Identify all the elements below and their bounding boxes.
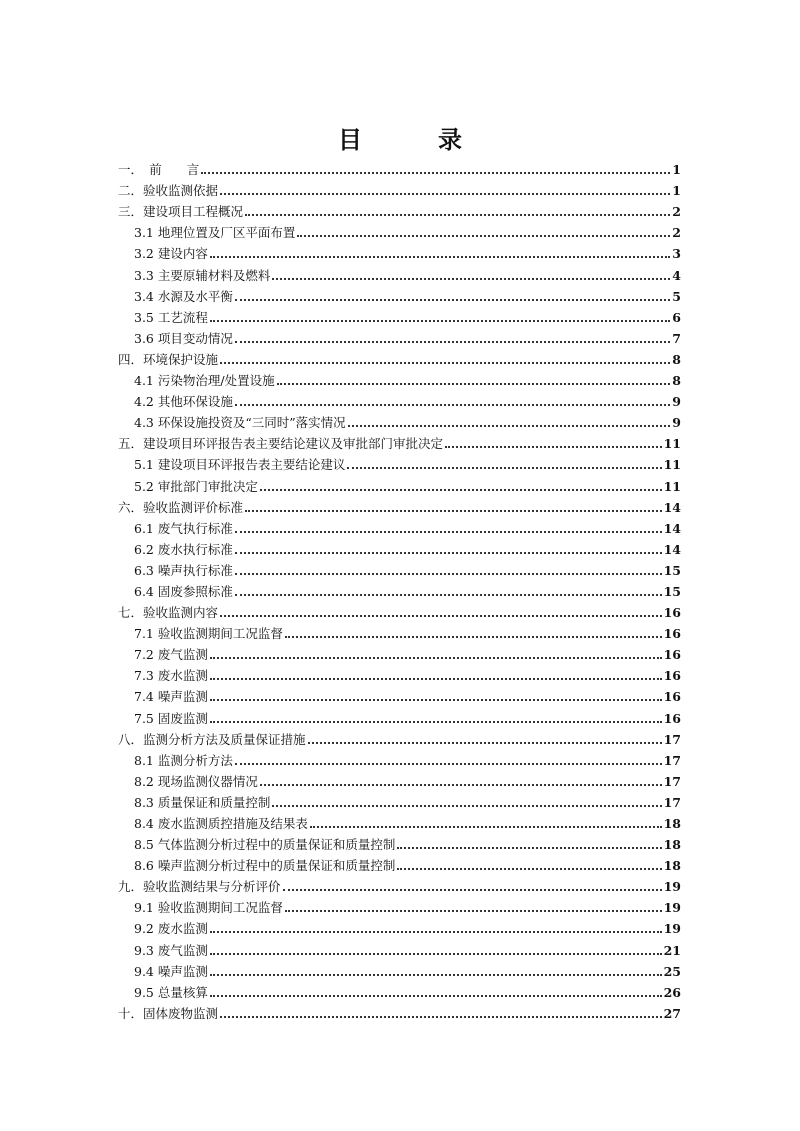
toc-entry-page-number: 19 <box>663 879 681 895</box>
toc-entry-label: 8.6 噪声监测分析过程中的质量保证和质量控制 <box>134 858 396 874</box>
toc-entry[interactable] <box>118 199 681 220</box>
toc-entry-page-number: 19 <box>663 900 681 916</box>
toc-entry[interactable] <box>118 431 681 452</box>
toc-entry-page-number: 18 <box>663 858 681 874</box>
toc-entry-label: 7.5 固废监测 <box>134 710 208 726</box>
toc-entry-page-number: 4 <box>672 267 681 283</box>
toc-entry-label: 3.4 水源及水平衡 <box>134 288 233 304</box>
toc-entry-label: 8.5 气体监测分析过程中的质量保证和质量控制 <box>134 837 396 853</box>
toc-entry[interactable] <box>118 980 681 1001</box>
dot-leader <box>245 510 662 512</box>
toc-entry-label: 8.1 监测分析方法 <box>134 752 233 768</box>
toc-entry[interactable] <box>118 347 681 368</box>
toc-entry[interactable] <box>118 642 681 663</box>
toc-entry[interactable] <box>118 157 681 178</box>
toc-entry-page-number: 17 <box>663 773 681 789</box>
toc-entry-page-number: 11 <box>663 436 681 452</box>
dot-leader <box>210 678 662 680</box>
toc-entry-label: 8.2 现场监测仪器情况 <box>134 773 258 789</box>
toc-entry[interactable] <box>118 959 681 980</box>
toc-entry-label: 3.1 地理位置及厂区平面布置 <box>134 225 296 241</box>
dot-leader <box>220 1016 662 1018</box>
toc-entry-label: 4.1 污染物治理/处置设施 <box>134 373 275 389</box>
toc-entry-page-number: 6 <box>672 309 681 325</box>
dot-leader <box>308 742 662 744</box>
toc-entry[interactable] <box>118 769 681 790</box>
toc-entry[interactable] <box>118 326 681 347</box>
toc-entry[interactable] <box>118 558 681 579</box>
toc-entry-label: 9.2 废水监测 <box>134 921 208 937</box>
toc-entry-page-number: 21 <box>663 942 681 958</box>
toc-entry[interactable] <box>118 537 681 558</box>
toc-entry-page-number: 16 <box>663 647 681 663</box>
toc-entry-page-number: 27 <box>663 1005 681 1021</box>
toc-entry-page-number: 5 <box>672 288 681 304</box>
dot-leader <box>283 889 662 891</box>
toc-entry-label: 一． 前 言 <box>118 162 200 178</box>
toc-entry-page-number: 1 <box>672 183 681 199</box>
toc-entry-page-number: 3 <box>672 246 681 262</box>
dot-leader <box>235 341 670 343</box>
dot-leader <box>220 193 670 195</box>
toc-entry[interactable] <box>118 895 681 916</box>
toc-entry[interactable] <box>118 874 681 895</box>
dot-leader <box>445 446 662 448</box>
toc-entry-page-number: 15 <box>663 583 681 599</box>
dot-leader <box>285 636 662 638</box>
toc-entry[interactable] <box>118 748 681 769</box>
toc-entry-label: 三．建设项目工程概况 <box>118 204 244 220</box>
dot-leader <box>397 847 661 849</box>
toc-entry[interactable] <box>118 516 681 537</box>
toc-entry-page-number: 16 <box>663 668 681 684</box>
toc-entry-page-number: 1 <box>672 162 681 178</box>
toc-entry[interactable] <box>118 705 681 726</box>
dot-leader <box>277 383 671 385</box>
toc-entry-label: 9.3 废气监测 <box>134 942 208 958</box>
toc-entry-page-number: 16 <box>663 710 681 726</box>
toc-entry[interactable] <box>118 178 681 199</box>
toc-entry-label: 4.3 环保设施投资及“三同时”落实情况 <box>134 415 346 431</box>
toc-entry-label: 3.5 工艺流程 <box>134 309 208 325</box>
toc-entry-page-number: 9 <box>672 415 681 431</box>
toc-entry[interactable] <box>118 410 681 431</box>
toc-entry-page-number: 16 <box>663 605 681 621</box>
toc-entry-label: 3.6 项目变动情况 <box>134 330 233 346</box>
toc-entry[interactable] <box>118 621 681 642</box>
toc-entry-page-number: 2 <box>672 225 681 241</box>
toc-entry[interactable] <box>118 262 681 283</box>
toc-entry[interactable] <box>118 305 681 326</box>
dot-leader <box>260 784 662 786</box>
table-of-contents <box>118 157 681 1022</box>
toc-entry[interactable] <box>118 389 681 410</box>
toc-entry-page-number: 8 <box>672 351 681 367</box>
toc-entry[interactable] <box>118 452 681 473</box>
toc-entry[interactable] <box>118 663 681 684</box>
toc-entry[interactable] <box>118 727 681 748</box>
toc-entry-label: 6.1 废气执行标准 <box>134 520 233 536</box>
toc-entry-label: 8.4 废水监测质控措施及结果表 <box>134 816 308 831</box>
dot-leader <box>235 531 662 533</box>
toc-entry[interactable] <box>118 220 681 241</box>
dot-leader <box>285 910 662 912</box>
toc-entry-page-number: 26 <box>663 984 681 1000</box>
dot-leader <box>210 699 662 701</box>
toc-entry-label: 十．固体废物监测 <box>118 1005 219 1021</box>
toc-entry[interactable] <box>118 284 681 305</box>
toc-entry-page-number: 17 <box>663 731 681 747</box>
toc-entry-page-number: 16 <box>663 626 681 642</box>
dot-leader <box>297 235 670 237</box>
toc-entry-page-number: 9 <box>672 394 681 410</box>
toc-entry-page-number: 25 <box>663 963 681 979</box>
toc-entry[interactable] <box>118 832 681 853</box>
toc-entry-page-number: 18 <box>663 816 681 831</box>
toc-entry-page-number: 11 <box>663 457 681 473</box>
toc-entry-label: 五．建设项目环评报告表主要结论建议及审批部门审批决定 <box>118 436 444 452</box>
toc-entry-label: 9.1 验收监测期间工况监督 <box>134 900 283 916</box>
toc-entry-label: 3.2 建设内容 <box>134 246 208 262</box>
toc-entry-page-number: 8 <box>672 373 681 389</box>
toc-entry-label: 九．验收监测结果与分析评价 <box>118 879 281 895</box>
dot-leader <box>397 868 661 870</box>
toc-entry[interactable] <box>118 811 681 832</box>
dot-leader <box>235 552 662 554</box>
dot-leader <box>272 278 670 280</box>
dot-leader <box>210 953 662 955</box>
dot-leader <box>210 721 662 723</box>
toc-entry-label: 4.2 其他环保设施 <box>134 394 233 410</box>
toc-entry-page-number: 11 <box>663 478 681 494</box>
toc-entry[interactable] <box>118 684 681 705</box>
dot-leader <box>235 573 662 575</box>
toc-entry[interactable] <box>118 600 681 621</box>
dot-leader <box>220 615 662 617</box>
toc-entry-label: 四．环境保护设施 <box>118 351 219 367</box>
toc-entry-page-number: 14 <box>663 520 681 536</box>
toc-entry-label: 9.4 噪声监测 <box>134 963 208 979</box>
toc-entry[interactable] <box>118 937 681 958</box>
toc-entry[interactable] <box>118 579 681 600</box>
dot-leader <box>347 467 661 469</box>
toc-entry-label: 六．验收监测评价标准 <box>118 499 244 515</box>
dot-leader <box>348 425 671 427</box>
toc-entry-page-number: 17 <box>663 794 681 810</box>
toc-entry-page-number: 14 <box>663 541 681 557</box>
toc-entry-label: 7.3 废水监测 <box>134 668 208 684</box>
dot-leader <box>235 299 670 301</box>
dot-leader <box>235 763 662 765</box>
toc-entry[interactable] <box>118 241 681 262</box>
dot-leader <box>210 657 662 659</box>
toc-entry-page-number: 17 <box>663 752 681 768</box>
dot-leader <box>201 172 670 174</box>
toc-entry-label: 7.1 验收监测期间工况监督 <box>134 626 283 642</box>
toc-entry-label: 5.1 建设项目环评报告表主要结论建议 <box>134 457 346 473</box>
dot-leader <box>220 362 670 364</box>
toc-entry-label: 9.5 总量核算 <box>134 984 208 1000</box>
dot-leader <box>210 931 662 933</box>
dot-leader <box>235 594 662 596</box>
toc-entry-label: 7.2 废气监测 <box>134 647 208 663</box>
dot-leader <box>310 826 662 828</box>
toc-entry-page-number: 2 <box>672 204 681 220</box>
toc-entry-label: 二．验收监测依据 <box>118 183 219 199</box>
toc-entry[interactable] <box>118 368 681 389</box>
toc-entry-label: 6.2 废水执行标准 <box>134 541 233 557</box>
dot-leader <box>245 214 670 216</box>
dot-leader <box>210 974 662 976</box>
dot-leader <box>210 995 662 997</box>
dot-leader <box>235 404 670 406</box>
toc-entry-page-number: 14 <box>663 499 681 515</box>
toc-entry-label: 5.2 审批部门审批决定 <box>134 478 258 494</box>
toc-entry-page-number: 19 <box>663 921 681 937</box>
toc-entry-page-number: 15 <box>663 562 681 578</box>
toc-entry[interactable] <box>118 916 681 937</box>
dot-leader <box>272 805 661 807</box>
toc-entry-page-number: 18 <box>663 837 681 853</box>
toc-entry[interactable] <box>118 853 681 874</box>
toc-entry-label: 8.3 质量保证和质量控制 <box>134 794 271 810</box>
toc-entry-page-number: 16 <box>663 689 681 705</box>
toc-entry[interactable] <box>118 790 681 811</box>
dot-leader <box>210 320 670 322</box>
toc-entry-page-number: 7 <box>672 330 681 346</box>
toc-entry-label: 6.4 固废参照标准 <box>134 583 233 599</box>
toc-entry-label: 八．监测分析方法及质量保证措施 <box>118 731 306 747</box>
dot-leader <box>260 489 662 491</box>
toc-entry[interactable] <box>118 473 681 494</box>
toc-entry[interactable] <box>118 1001 681 1022</box>
toc-entry-label: 6.3 噪声执行标准 <box>134 562 233 578</box>
toc-entry-label: 七．验收监测内容 <box>118 605 219 621</box>
toc-entry[interactable] <box>118 495 681 516</box>
dot-leader <box>210 256 670 258</box>
toc-entry-label: 3.3 主要原辅材料及燃料 <box>134 267 271 283</box>
toc-entry-label: 7.4 噪声监测 <box>134 689 208 705</box>
toc-title: 目 录 <box>338 125 488 154</box>
